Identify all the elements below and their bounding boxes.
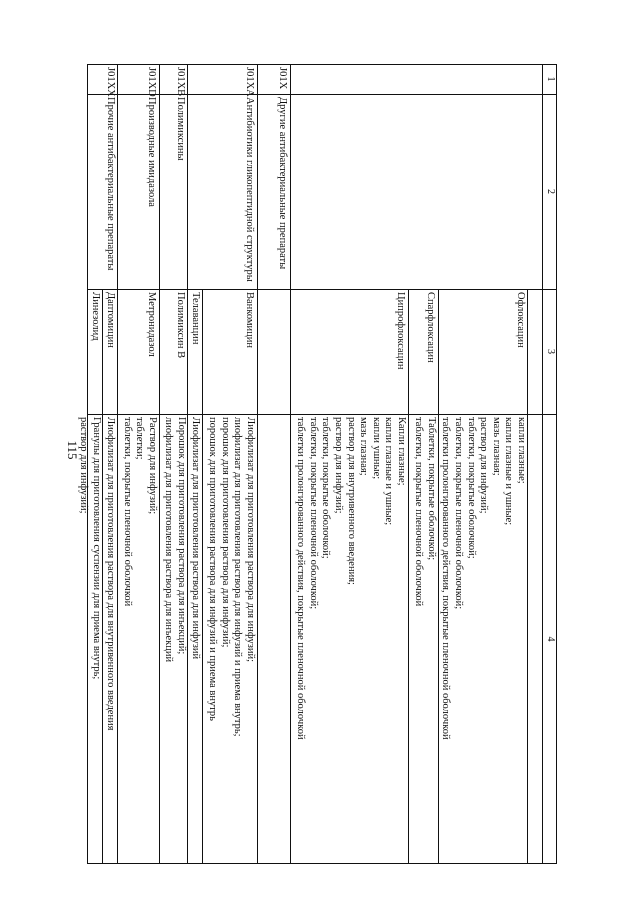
- drug-name-vancomycin: Ванкомицин: [244, 292, 255, 349]
- table-border-right: [87, 863, 557, 864]
- drug-forms-telavancin: Лиофилизат для приготовления раствора для инфузий: [190, 417, 201, 660]
- row-rule: [102, 289, 103, 864]
- header-col-1: 1: [545, 76, 556, 82]
- page-number: 115: [65, 440, 80, 460]
- row-rule: [159, 64, 160, 864]
- drug-forms-sparfloxacin: Таблетки, покрытые оболочкой; таблетки, покрытые пленочной оболочкой: [413, 417, 437, 607]
- row-rule: [438, 289, 439, 864]
- row-rule: [527, 289, 528, 864]
- drug-forms-daptomycin: Лиофилизат для приготовления раствора для внутривенного введения: [105, 417, 116, 731]
- group-code-j01x: J01X: [277, 67, 288, 90]
- group-name-j01xb: Полимиксины: [175, 97, 186, 161]
- column-rule: [87, 414, 557, 415]
- header-rule: [542, 64, 543, 864]
- header-col-3: 3: [545, 349, 556, 354]
- drug-forms-ofloxacin: капли глазные; капли глазные и ушные; мазь глазная; раствор для инфузий; таблетки, покрытые оболочкой; таблетки, покрытые пленочной оболочкой; таблетки пролонгированного действия, покрытые пленочной оболочкой: [440, 417, 527, 740]
- row-rule: [257, 64, 258, 864]
- header-col-4: 4: [545, 636, 556, 642]
- drug-forms-linezolid: Гранулы для приготовления суспензии для приема внутрь; раствор для инфузий;: [78, 417, 102, 680]
- drug-name-daptomycin: Даптомицин: [105, 292, 116, 348]
- row-rule: [290, 64, 291, 864]
- column-rule: [87, 289, 557, 290]
- group-name-j01xa: Антибиотики гликопептидной структуры: [244, 97, 255, 282]
- drug-name-polymyxin-b: Полимиксин В: [175, 292, 186, 359]
- group-name-j01xx: Прочие антибактериальные препараты: [105, 97, 116, 271]
- drug-name-sparfloxacin: Спарфлоксацин: [425, 292, 436, 363]
- drug-forms-polymyxin-b: Порошок для приготовления раствора для инъекций; лиофилизат для приготовления раствора для инъекций: [163, 417, 187, 663]
- group-code-j01xd: J01XD: [146, 67, 157, 97]
- drug-name-telavancin: Телаванцин: [190, 292, 201, 345]
- drug-name-linezolid: Линезолид: [90, 292, 101, 341]
- drug-name-metronidazole: Метронидазол: [146, 292, 157, 357]
- drug-name-ciprofloxacin: Ципрофлоксацин: [395, 292, 406, 370]
- group-name-j01x: Другие антибактериальные препараты: [277, 97, 288, 270]
- row-rule: [202, 289, 203, 864]
- header-col-2: 2: [545, 189, 556, 194]
- column-rule: [87, 94, 557, 95]
- drug-forms-ciprofloxacin: Капли глазные; капли глазные и ушные; капли ушные; мазь глазная; раствор для внутривенного введения; раствор для инфузий; таблетки, покрытые оболочкой; таблетки, покрытые пленочной оболочкой; таблетки пролонгированного действия, покрытые пленочной оболочкой: [295, 417, 407, 740]
- drug-forms-vancomycin: Лиофилизат для приготовления раствора для инфузий; лиофилизат для приготовления раствора для инфузий и приема внутрь; порошок для приготовления раствора для инфузий; порошок для приготовления раствора для инфузий и приема внутрь: [207, 417, 256, 737]
- group-name-j01xd: Производные имидазола: [146, 97, 157, 207]
- table-border-bottom: [87, 64, 88, 864]
- drug-forms-metronidazole: Раствор для инфузий; таблетки; таблетки, покрытые пленочной оболочкой: [121, 417, 158, 607]
- drug-name-ofloxacin: Офлоксацин: [515, 292, 526, 348]
- row-rule: [408, 289, 409, 864]
- row-rule: [187, 64, 188, 864]
- group-code-j01xa: J01XA: [244, 67, 255, 97]
- row-rule: [117, 64, 118, 864]
- group-code-j01xx: J01XX: [105, 67, 116, 97]
- group-code-j01xb: J01XB: [175, 67, 186, 97]
- table-border-top: [556, 64, 557, 864]
- table-border-left: [87, 64, 557, 65]
- drug-table: [78, 64, 557, 864]
